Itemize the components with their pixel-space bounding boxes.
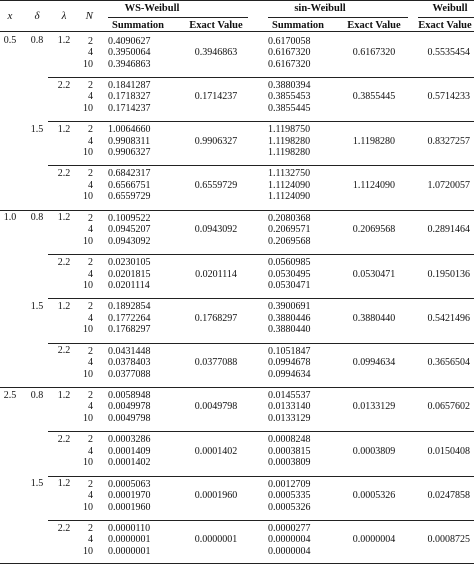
subsection-rule bbox=[48, 254, 474, 255]
delta-value: 0.8 bbox=[30, 35, 44, 47]
lambda-value: 1.2 bbox=[57, 212, 71, 224]
sin-exact-value: 0.3855445 bbox=[352, 91, 396, 103]
ws-exact-value: 0.9906327 bbox=[194, 135, 238, 147]
lambda-value: 1.2 bbox=[57, 35, 71, 47]
sin-exact-value: 0.6167320 bbox=[352, 47, 396, 58]
n-value: 4 bbox=[88, 445, 93, 457]
n-value: 4 bbox=[88, 312, 93, 324]
delta-value: 0.8 bbox=[30, 389, 44, 401]
subsection-rule bbox=[48, 343, 474, 344]
lambda-value: 1.2 bbox=[57, 123, 71, 135]
sin-summation-value: 1.1198750 bbox=[268, 124, 311, 136]
n-value: 2 bbox=[88, 478, 93, 490]
col-header-x: x bbox=[7, 10, 13, 22]
n-value: 10 bbox=[83, 191, 93, 203]
sin-summation-value: 0.3855445 bbox=[268, 102, 311, 114]
ws-summation-value: 0.1768297 bbox=[108, 324, 151, 336]
n-value: 4 bbox=[88, 268, 93, 280]
n-value: 4 bbox=[88, 490, 93, 501]
ws-summation-value: 0.0943092 bbox=[108, 235, 151, 247]
sin-summation-value: 0.1051847 bbox=[268, 345, 311, 357]
sin-summation-value: 0.3880394 bbox=[268, 79, 311, 91]
n-value: 10 bbox=[83, 324, 93, 336]
sin-exact-value: 0.0003809 bbox=[352, 445, 396, 457]
lambda-value: 1.2 bbox=[57, 301, 71, 313]
ws-exact-value: 0.0377088 bbox=[194, 357, 238, 369]
sin-exact-value: 1.1198280 bbox=[352, 135, 396, 147]
n-value: 10 bbox=[83, 412, 93, 424]
x-value: 1.0 bbox=[3, 212, 17, 224]
sin-summation-value: 1.1124090 bbox=[268, 191, 311, 203]
ws-summation-value: 0.1772264 bbox=[108, 312, 151, 324]
n-value: 2 bbox=[88, 434, 93, 446]
ws-summation-value: 0.1841287 bbox=[108, 79, 151, 91]
ws-summation-value: 0.4090627 bbox=[108, 35, 151, 47]
weibull-exact-value: 0.5714233 bbox=[427, 91, 470, 103]
subsection-rule bbox=[48, 476, 474, 477]
ws-summation-value: 0.0431448 bbox=[108, 345, 151, 357]
sin-summation-value: 0.0530471 bbox=[268, 280, 311, 291]
n-value: 10 bbox=[83, 501, 93, 513]
sin-exact-value: 1.1124090 bbox=[352, 179, 396, 191]
sin-summation-value: 1.1198280 bbox=[268, 147, 311, 159]
n-value: 4 bbox=[88, 224, 93, 236]
ws-summation-value: 0.9906327 bbox=[108, 147, 151, 159]
ws-exact-value: 0.0000001 bbox=[194, 534, 238, 546]
ws-summation-value: 0.3946863 bbox=[108, 58, 151, 70]
lambda-value: 2.2 bbox=[57, 168, 71, 180]
sin-summation-value: 0.2080368 bbox=[268, 212, 311, 224]
ws-exact-value: 0.1714237 bbox=[194, 91, 238, 103]
sin-summation-value: 0.0145537 bbox=[268, 389, 311, 401]
n-value: 10 bbox=[83, 457, 93, 469]
n-value: 2 bbox=[88, 212, 93, 224]
sin-summation-value: 0.0530495 bbox=[268, 268, 311, 280]
ws-summation-value: 0.1718327 bbox=[108, 91, 151, 103]
sin-summation-value: 0.2069568 bbox=[268, 235, 311, 247]
weibull-exact-value: 0.0657602 bbox=[427, 401, 470, 413]
ws-summation-value: 0.0000001 bbox=[108, 534, 151, 546]
subsection-rule bbox=[48, 431, 474, 432]
sin-exact-value: 0.0005326 bbox=[352, 490, 396, 501]
n-value: 4 bbox=[88, 91, 93, 103]
ws-exact-value: 0.0201114 bbox=[195, 268, 237, 280]
n-value: 10 bbox=[83, 235, 93, 247]
lambda-value: 2.2 bbox=[57, 522, 71, 534]
sin-summation-value: 0.0008248 bbox=[268, 434, 311, 446]
ws-summation-value: 0.1892854 bbox=[108, 301, 151, 313]
lambda-value: 2.2 bbox=[57, 433, 71, 445]
sin-summation-value: 0.0003809 bbox=[268, 457, 311, 469]
n-value: 10 bbox=[83, 147, 93, 159]
ws-summation-value: 0.0201815 bbox=[108, 268, 151, 280]
sin-summation-value: 0.0133129 bbox=[268, 412, 311, 424]
header-rule bbox=[0, 31, 474, 32]
weibull-exact-value: 0.1950136 bbox=[427, 268, 470, 280]
ws-exact-value: 0.3946863 bbox=[194, 47, 238, 58]
ws-summation-value: 0.0049978 bbox=[108, 401, 151, 413]
col-header-delta: δ bbox=[34, 10, 40, 22]
ws-summation-value: 0.0005063 bbox=[108, 478, 151, 490]
lambda-value: 2.2 bbox=[57, 79, 71, 91]
sin-exact-value: 0.2069568 bbox=[352, 224, 396, 236]
sin-summation-value: 0.0994678 bbox=[268, 357, 311, 369]
group-header-0: WS-Weibull bbox=[124, 3, 180, 14]
weibull-exact-value: 0.3656504 bbox=[427, 357, 470, 369]
sin-summation-value: 0.0133140 bbox=[268, 401, 311, 413]
sub-header-ws-summation: Summation bbox=[112, 20, 164, 31]
n-value: 2 bbox=[88, 79, 93, 91]
weibull-exact-value: 1.0720057 bbox=[427, 179, 470, 191]
delta-value: 1.5 bbox=[30, 123, 44, 135]
n-value: 2 bbox=[88, 345, 93, 357]
ws-summation-value: 0.0000110 bbox=[108, 522, 151, 534]
lambda-value: 2.2 bbox=[57, 345, 71, 357]
ws-summation-value: 0.9908311 bbox=[108, 135, 151, 147]
x-value: 0.5 bbox=[3, 35, 17, 47]
section-rule bbox=[0, 387, 474, 388]
ws-weibull-rule bbox=[108, 17, 248, 18]
ws-summation-value: 0.0001960 bbox=[108, 501, 151, 513]
sin-summation-value: 0.0005326 bbox=[268, 501, 311, 513]
ws-summation-value: 0.0001402 bbox=[108, 457, 151, 469]
lambda-value: 2.2 bbox=[57, 256, 71, 268]
ws-summation-value: 0.1009522 bbox=[108, 212, 151, 224]
weibull-rule bbox=[418, 17, 474, 18]
sin-summation-value: 0.0000277 bbox=[268, 522, 311, 534]
sin-summation-value: 1.1198280 bbox=[268, 135, 311, 147]
n-value: 2 bbox=[88, 257, 93, 268]
ws-exact-value: 0.1768297 bbox=[194, 312, 238, 324]
ws-summation-value: 0.3950064 bbox=[108, 47, 151, 58]
subsection-rule bbox=[48, 165, 474, 166]
delta-value: 1.5 bbox=[30, 301, 44, 313]
n-value: 4 bbox=[88, 179, 93, 191]
weibull-exact-value: 0.0150408 bbox=[427, 445, 470, 457]
sin-exact-value: 0.0530471 bbox=[352, 268, 396, 280]
sin-summation-value: 0.3900691 bbox=[268, 301, 311, 313]
subsection-rule bbox=[48, 520, 474, 521]
ws-summation-value: 0.6842317 bbox=[108, 168, 151, 180]
ws-exact-value: 0.6559729 bbox=[194, 179, 238, 191]
weibull-exact-value: 0.5535454 bbox=[427, 47, 470, 58]
ws-summation-value: 0.0058948 bbox=[108, 389, 151, 401]
sin-summation-value: 0.0012709 bbox=[268, 478, 311, 490]
n-value: 10 bbox=[83, 58, 93, 70]
sin-summation-value: 1.1132750 bbox=[268, 168, 311, 180]
weibull-exact-value: 0.2891464 bbox=[427, 224, 470, 236]
n-value: 10 bbox=[83, 102, 93, 114]
sin-summation-value: 0.0994634 bbox=[268, 368, 311, 380]
n-value: 2 bbox=[88, 35, 93, 47]
section-rule bbox=[0, 210, 474, 211]
ws-summation-value: 0.0201114 bbox=[108, 280, 150, 291]
weibull-exact-value: 0.5421496 bbox=[427, 312, 470, 324]
sin-weibull-rule bbox=[268, 17, 408, 18]
n-value: 2 bbox=[88, 168, 93, 180]
subsection-rule bbox=[48, 298, 474, 299]
n-value: 4 bbox=[88, 357, 93, 369]
n-value: 2 bbox=[88, 124, 93, 136]
ws-summation-value: 0.0003286 bbox=[108, 434, 151, 446]
n-value: 2 bbox=[88, 389, 93, 401]
sin-summation-value: 0.0003815 bbox=[268, 445, 311, 457]
top-rule bbox=[0, 0, 474, 1]
ws-summation-value: 0.1714237 bbox=[108, 102, 151, 114]
sub-header-weibull-exact: Exact Value bbox=[418, 20, 472, 31]
ws-summation-value: 0.0049798 bbox=[108, 412, 151, 424]
sin-summation-value: 0.3855453 bbox=[268, 91, 311, 103]
sin-summation-value: 1.1124090 bbox=[268, 179, 311, 191]
col-header-n: N bbox=[85, 10, 93, 22]
sin-summation-value: 0.0000004 bbox=[268, 534, 311, 546]
ws-summation-value: 0.6559729 bbox=[108, 191, 151, 203]
x-value: 2.5 bbox=[3, 389, 17, 401]
ws-exact-value: 0.0001402 bbox=[194, 445, 238, 457]
ws-summation-value: 0.0000001 bbox=[108, 545, 151, 557]
n-value: 10 bbox=[83, 545, 93, 557]
ws-exact-value: 0.0001960 bbox=[194, 490, 238, 501]
ws-summation-value: 0.0001970 bbox=[108, 490, 151, 501]
weibull-exact-value: 0.8327257 bbox=[427, 135, 470, 147]
n-value: 10 bbox=[83, 280, 93, 291]
ws-summation-value: 0.0001409 bbox=[108, 445, 151, 457]
col-header-lambda: λ bbox=[61, 10, 67, 22]
sub-header-sin-exact: Exact Value bbox=[347, 20, 401, 31]
sub-header-ws-exact: Exact Value bbox=[189, 20, 243, 31]
n-value: 4 bbox=[88, 135, 93, 147]
sin-exact-value: 0.0133129 bbox=[352, 401, 396, 413]
group-header-1: sin-Weibull bbox=[294, 3, 346, 14]
weibull-exact-value: 0.0247858 bbox=[427, 490, 470, 501]
ws-summation-value: 0.0377088 bbox=[108, 368, 151, 380]
weibull-exact-value: 0.0008725 bbox=[427, 534, 470, 546]
sin-exact-value: 0.0000004 bbox=[352, 534, 396, 546]
delta-value: 0.8 bbox=[30, 212, 44, 224]
ws-summation-value: 0.6566751 bbox=[108, 179, 151, 191]
group-header-2: Weibull bbox=[432, 3, 468, 14]
n-value: 10 bbox=[83, 368, 93, 380]
ws-summation-value: 1.0064660 bbox=[108, 124, 151, 136]
sin-exact-value: 0.0994634 bbox=[352, 357, 396, 369]
sin-summation-value: 0.0005335 bbox=[268, 490, 311, 501]
ws-summation-value: 0.0230105 bbox=[108, 257, 151, 268]
subsection-rule bbox=[48, 77, 474, 78]
sin-summation-value: 0.6167320 bbox=[268, 58, 311, 70]
sin-summation-value: 0.0560985 bbox=[268, 257, 311, 268]
sin-summation-value: 0.0000004 bbox=[268, 545, 311, 557]
sin-summation-value: 0.6170058 bbox=[268, 35, 311, 47]
sub-header-sin-summation: Summation bbox=[272, 20, 324, 31]
n-value: 4 bbox=[88, 401, 93, 413]
lambda-value: 1.2 bbox=[57, 478, 71, 490]
sin-summation-value: 0.3880446 bbox=[268, 312, 311, 324]
ws-summation-value: 0.0945207 bbox=[108, 224, 151, 236]
n-value: 4 bbox=[88, 47, 93, 58]
lambda-value: 1.2 bbox=[57, 389, 71, 401]
ws-exact-value: 0.0943092 bbox=[194, 224, 238, 236]
n-value: 4 bbox=[88, 534, 93, 546]
delta-value: 1.5 bbox=[30, 478, 44, 490]
sin-summation-value: 0.6167320 bbox=[268, 47, 311, 58]
ws-exact-value: 0.0049798 bbox=[194, 401, 238, 413]
n-value: 2 bbox=[88, 301, 93, 313]
sin-summation-value: 0.2069571 bbox=[268, 224, 311, 236]
sin-exact-value: 0.3880440 bbox=[352, 312, 396, 324]
subsection-rule bbox=[48, 121, 474, 122]
n-value: 2 bbox=[88, 522, 93, 534]
sin-summation-value: 0.3880440 bbox=[268, 324, 311, 336]
ws-summation-value: 0.0378403 bbox=[108, 357, 151, 369]
